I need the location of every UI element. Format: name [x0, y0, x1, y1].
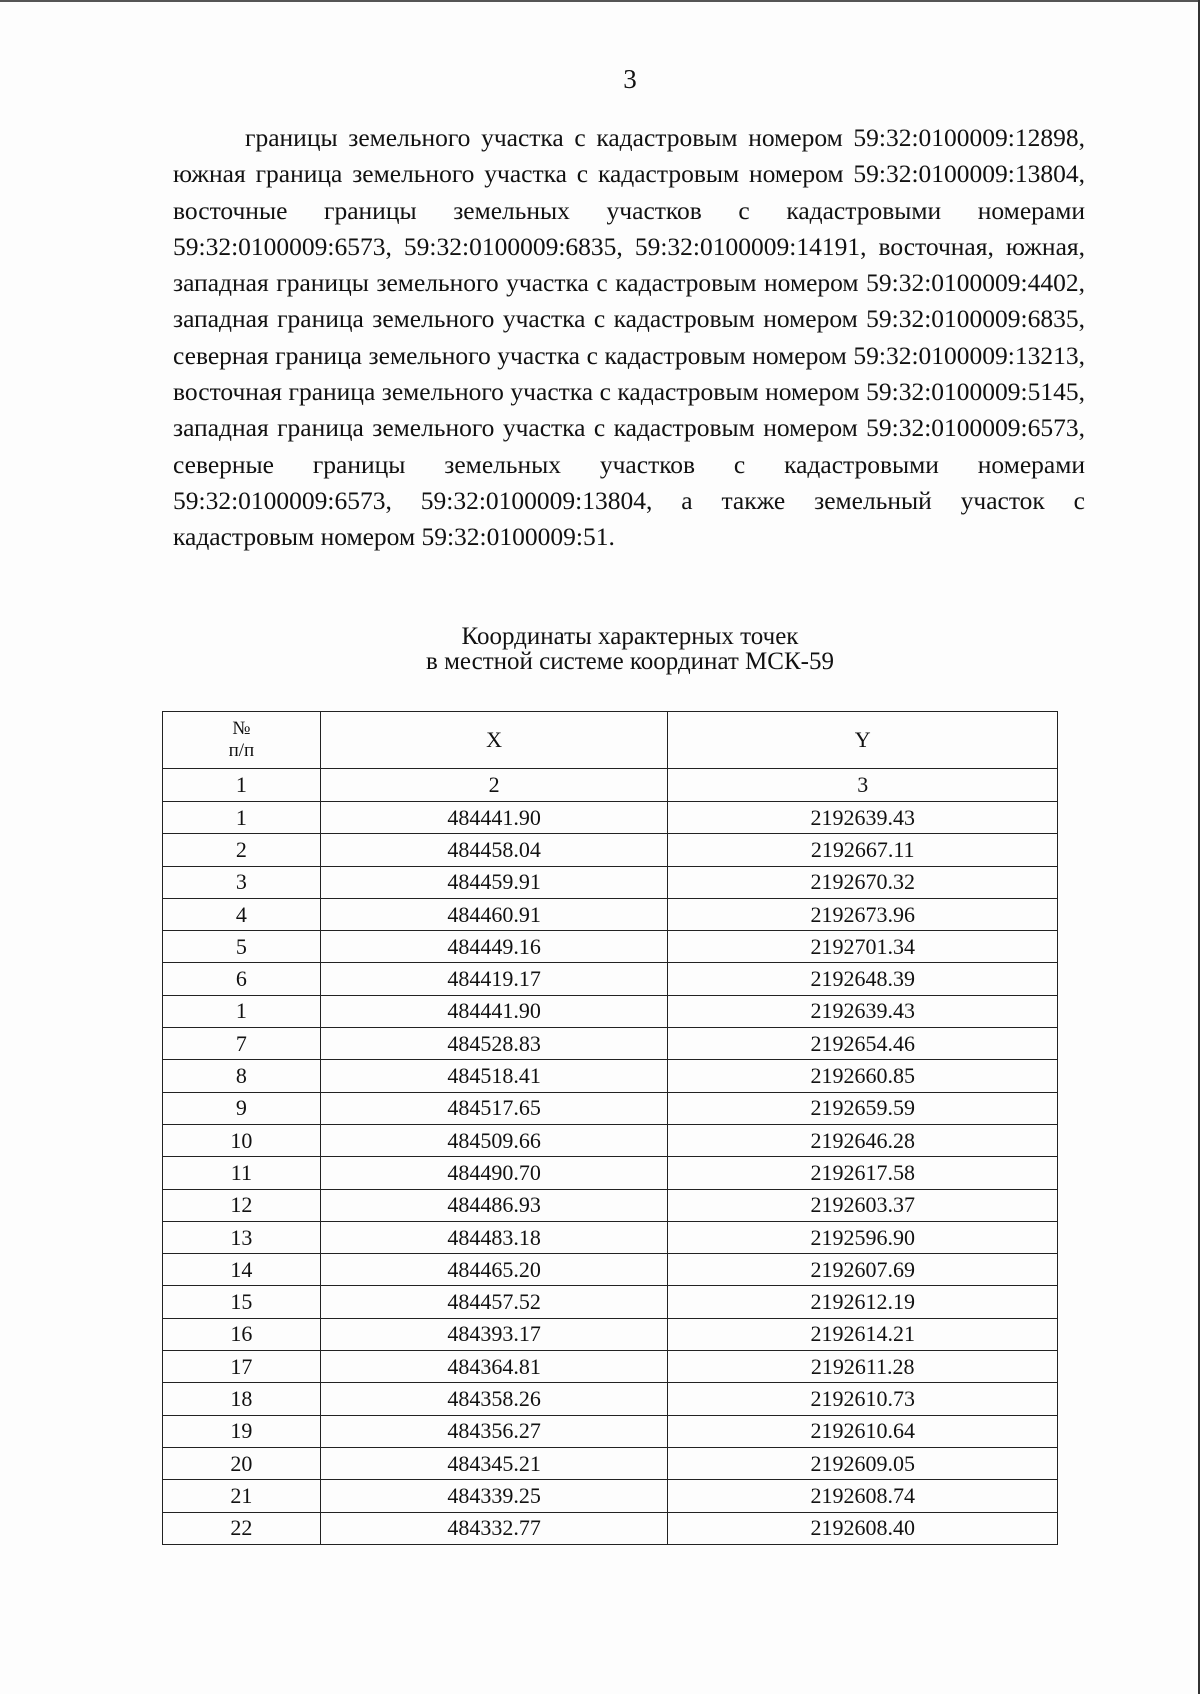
point-number-cell: 8 — [163, 1060, 321, 1092]
point-number-cell: 5 — [163, 931, 321, 963]
y-coordinate-cell: 2192614.21 — [668, 1318, 1058, 1350]
table-row — [163, 1060, 1058, 1092]
x-coordinate-cell: 484490.70 — [320, 1157, 668, 1189]
point-number-cell: 2 — [163, 834, 321, 866]
y-coordinate-cell: 2192617.58 — [668, 1157, 1058, 1189]
y-coordinate-cell: 2192611.28 — [668, 1351, 1058, 1383]
y-coordinate-cell: 2192603.37 — [668, 1189, 1058, 1221]
y-coordinate-cell: 2192660.85 — [668, 1060, 1058, 1092]
point-number-cell: 12 — [163, 1189, 321, 1221]
y-coordinate-cell: 2192654.46 — [668, 1028, 1058, 1060]
point-number-cell: 17 — [163, 1351, 321, 1383]
table-row — [163, 1124, 1058, 1156]
point-number-cell: 1 — [163, 995, 321, 1027]
table-row — [163, 1286, 1058, 1318]
point-number-cell: 18 — [163, 1383, 321, 1415]
body-paragraph: границы земельного участка с кадастровым номером 59:32:0100009:12898, южная граница земельного участка с кадастровым номером 59:32:0100009:13804, восточные границы земельных участков с кадастровыми номерами 59:32:0100009:6573, 59:32:0100009:6835, 59:32:0100009:14191, восточная, южная, западная границы земельного участка с кадастровым номером 59:32:0100009:4402, западная граница земельного участка с кадастровым номером 59:32:0100009:6835, северная граница земельного участка с кадастровым номером 59:32:0100009:13213, восточная граница земельного участка с кадастровым номером 59:32:0100009:5145, западная граница земельного участка с кадастровым номером 59:32:0100009:6573, северные границы земельных участков с кадастровыми номерами 59:32:0100009:6573, 59:32:0100009:13804, а также земельный участок с кадастровым номером 59:32:0100009:51. — [173, 123, 1085, 552]
x-coordinate-cell: 484458.04 — [320, 834, 668, 866]
x-coordinate-cell: 484486.93 — [320, 1189, 668, 1221]
page-number: 3 — [623, 64, 637, 94]
x-coordinate-cell: 484483.18 — [320, 1221, 668, 1253]
point-number-cell: 21 — [163, 1480, 321, 1512]
table-row — [163, 802, 1058, 834]
x-coordinate-cell: 484356.27 — [320, 1415, 668, 1447]
table-row — [163, 1447, 1058, 1479]
x-coordinate-cell: 484457.52 — [320, 1286, 668, 1318]
header-number — [163, 712, 321, 769]
table-row — [163, 963, 1058, 995]
point-number-cell: 16 — [163, 1318, 321, 1350]
x-coordinate-cell: 484465.20 — [320, 1254, 668, 1286]
y-coordinate-cell: 2192646.28 — [668, 1124, 1058, 1156]
point-number-cell: 19 — [163, 1415, 321, 1447]
y-coordinate-cell: 2192670.32 — [668, 866, 1058, 898]
point-number-cell: 4 — [163, 898, 321, 930]
table-row — [163, 1318, 1058, 1350]
x-coordinate-cell: 484364.81 — [320, 1351, 668, 1383]
header-number-symbol: № — [232, 718, 251, 739]
x-coordinate-cell: 484459.91 — [320, 866, 668, 898]
header-number-abbr: п/п — [228, 740, 255, 761]
table-row — [163, 834, 1058, 866]
table-row — [163, 866, 1058, 898]
table-title-line-2: в местной системе координат МСК-59 — [426, 648, 834, 675]
x-coordinate-cell: 484393.17 — [320, 1318, 668, 1350]
point-number-cell: 20 — [163, 1447, 321, 1479]
table-row — [163, 1092, 1058, 1124]
table-row — [163, 898, 1058, 930]
y-coordinate-cell: 2192607.69 — [668, 1254, 1058, 1286]
x-coordinate-cell: 484332.77 — [320, 1512, 668, 1544]
header-x: X — [320, 712, 668, 769]
point-number-cell: 13 — [163, 1221, 321, 1253]
y-coordinate-cell: 2192596.90 — [668, 1221, 1058, 1253]
table-row — [163, 1351, 1058, 1383]
point-number-cell: 7 — [163, 1028, 321, 1060]
y-coordinate-cell: 2192610.64 — [668, 1415, 1058, 1447]
table-row — [163, 1383, 1058, 1415]
column-number-1: 1 — [163, 769, 321, 802]
y-coordinate-cell: 2192667.11 — [668, 834, 1058, 866]
column-number-2: 2 — [320, 769, 668, 802]
point-number-cell: 14 — [163, 1254, 321, 1286]
table-row — [163, 1157, 1058, 1189]
point-number-cell: 22 — [163, 1512, 321, 1544]
table-row — [163, 1415, 1058, 1447]
point-number-cell: 10 — [163, 1124, 321, 1156]
coordinates-table — [162, 711, 1058, 1545]
x-coordinate-cell: 484339.25 — [320, 1480, 668, 1512]
point-number-cell: 11 — [163, 1157, 321, 1189]
header-y: Y — [668, 712, 1058, 769]
table-row — [163, 1480, 1058, 1512]
table-title — [0, 624, 1200, 674]
table-row — [163, 1254, 1058, 1286]
table-row — [163, 1189, 1058, 1221]
x-coordinate-cell: 484345.21 — [320, 1447, 668, 1479]
x-coordinate-cell: 484528.83 — [320, 1028, 668, 1060]
y-coordinate-cell: 2192639.43 — [668, 995, 1058, 1027]
table-row — [163, 1028, 1058, 1060]
point-number-cell: 15 — [163, 1286, 321, 1318]
y-coordinate-cell: 2192608.40 — [668, 1512, 1058, 1544]
x-coordinate-cell: 484358.26 — [320, 1383, 668, 1415]
table-row — [163, 931, 1058, 963]
y-coordinate-cell: 2192612.19 — [668, 1286, 1058, 1318]
x-coordinate-cell: 484517.65 — [320, 1092, 668, 1124]
point-number-cell: 1 — [163, 802, 321, 834]
x-coordinate-cell: 484460.91 — [320, 898, 668, 930]
x-coordinate-cell: 484509.66 — [320, 1124, 668, 1156]
scan-edge-top — [0, 0, 1200, 2]
column-number-3: 3 — [668, 769, 1058, 802]
point-number-cell: 9 — [163, 1092, 321, 1124]
point-number-cell: 3 — [163, 866, 321, 898]
x-coordinate-cell: 484449.16 — [320, 931, 668, 963]
table-row — [163, 995, 1058, 1027]
table-row — [163, 1221, 1058, 1253]
table-header-row — [163, 712, 1058, 769]
x-coordinate-cell: 484441.90 — [320, 995, 668, 1027]
y-coordinate-cell: 2192673.96 — [668, 898, 1058, 930]
y-coordinate-cell: 2192701.34 — [668, 931, 1058, 963]
x-coordinate-cell: 484518.41 — [320, 1060, 668, 1092]
table-row — [163, 1512, 1058, 1544]
y-coordinate-cell: 2192610.73 — [668, 1383, 1058, 1415]
y-coordinate-cell: 2192608.74 — [668, 1480, 1058, 1512]
x-coordinate-cell: 484419.17 — [320, 963, 668, 995]
y-coordinate-cell: 2192659.59 — [668, 1092, 1058, 1124]
x-coordinate-cell: 484441.90 — [320, 802, 668, 834]
y-coordinate-cell: 2192609.05 — [668, 1447, 1058, 1479]
y-coordinate-cell: 2192648.39 — [668, 963, 1058, 995]
table-title-line-1: Координаты характерных точек — [461, 623, 799, 650]
point-number-cell: 6 — [163, 963, 321, 995]
y-coordinate-cell: 2192639.43 — [668, 802, 1058, 834]
column-numbers-row — [163, 769, 1058, 802]
